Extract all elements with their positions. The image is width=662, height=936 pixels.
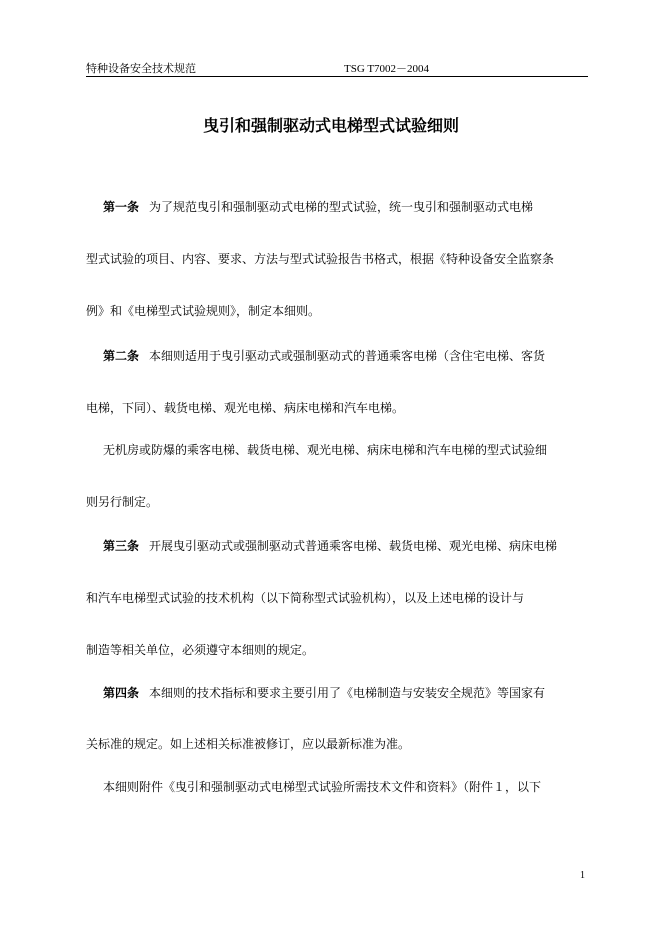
line-text: 本细则附件《曳引和强制驱动式电梯型式试验所需技术文件和资料》（附件１，以下 <box>103 780 542 794</box>
line-text: 本细则适用于曳引驱动式或强制驱动式的普通乘客电梯（含住宅电梯、客货 <box>149 349 546 363</box>
header-spec-series: 特种设备安全技术规范 <box>86 62 196 75</box>
line-text: 开展曳引驱动式或强制驱动式普通乘客电梯、载货电梯、观光电梯、病床电梯 <box>149 539 558 553</box>
article-number: 第三条 <box>103 539 140 553</box>
article-number: 第四条 <box>103 686 140 700</box>
paragraph-line <box>103 198 533 215</box>
line-text: 则另行制定。 <box>86 495 159 509</box>
paragraph-line <box>103 684 545 701</box>
article-number: 第一条 <box>103 200 140 214</box>
line-text: 关标准的规定。如上述相关标准被修订，应以最新标准为准。 <box>86 737 411 751</box>
line-text: 本细则的技术指标和要求主要引用了《电梯制造与安装安全规范》等国家有 <box>149 686 546 700</box>
line-text: 例》和《电梯型式试验规则》，制定本细则。 <box>86 304 321 318</box>
paragraph-line <box>86 250 554 267</box>
paragraph-line <box>103 537 557 554</box>
paragraph-line <box>86 589 524 606</box>
line-text: 无机房或防爆的乘客电梯、载货电梯、观光电梯、病床电梯和汽车电梯的型式试验细 <box>103 443 548 457</box>
document-title: 曳引和强制驱动式电梯型式试验细则 <box>202 116 459 135</box>
article-number: 第二条 <box>103 349 140 363</box>
line-text: 型式试验的项目、内容、要求、方法与型式试验报告书格式，根据《特种设备安全监察条 <box>86 252 555 266</box>
paragraph-line <box>86 493 158 510</box>
paragraph-line <box>86 302 320 319</box>
paragraph-line <box>86 641 314 658</box>
page-number: 1 <box>580 870 585 881</box>
line-text: 为了规范曳引和强制驱动式电梯的型式试验，统一曳引和强制驱动式电梯 <box>149 200 534 214</box>
paragraph-line <box>103 441 547 458</box>
page-header <box>86 60 588 77</box>
line-text: 电梯，下同）、载货电梯、观光电梯、病床电梯和汽车电梯。 <box>86 401 405 415</box>
paragraph-line <box>103 347 545 364</box>
line-text: 和汽车电梯型式试验的技术机构（以下简称型式试验机构），以及上述电梯的设计与 <box>86 591 525 605</box>
header-standard-code: TSG T7002－2004 <box>344 63 430 75</box>
paragraph-line <box>86 735 410 752</box>
line-text: 制造等相关单位，必须遵守本细则的规定。 <box>86 643 315 657</box>
paragraph-line <box>86 399 404 416</box>
paragraph-line <box>103 778 541 795</box>
